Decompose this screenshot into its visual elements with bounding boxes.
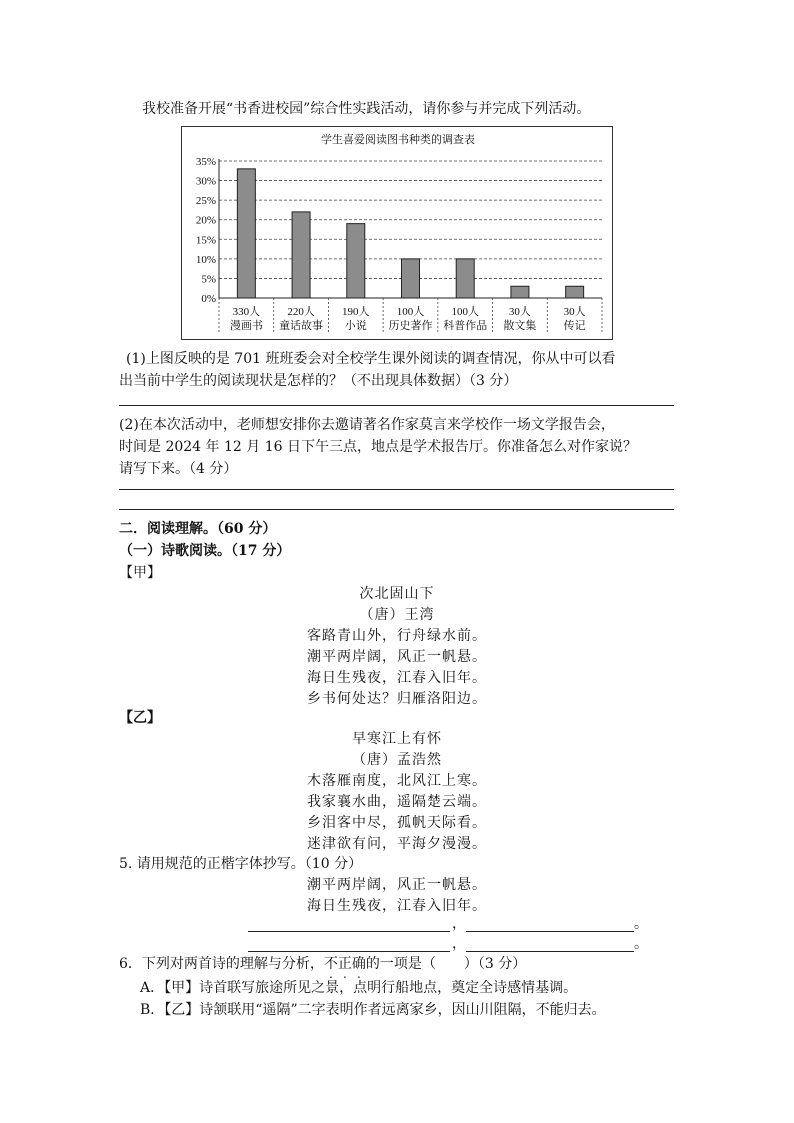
copy-blank[interactable] bbox=[466, 931, 634, 932]
category-label: 传记 bbox=[563, 320, 586, 332]
emphasis-char: 不 bbox=[323, 956, 338, 972]
category-label: 童话故事 bbox=[279, 320, 324, 332]
option-a[interactable]: A．【甲】诗首联写旅途所见之景，点明行船地点，奠定全诗感情基调。 bbox=[140, 980, 578, 996]
answer-line[interactable] bbox=[119, 509, 674, 510]
poem1-author: （唐）王湾 bbox=[359, 607, 435, 623]
answer-line[interactable] bbox=[119, 489, 674, 490]
q5-prompt: 5. 请用规范的正楷字体抄写。（10 分） bbox=[119, 856, 363, 872]
poem2-line: 木落雁南度，北风江上寒。 bbox=[307, 773, 487, 789]
option-b[interactable]: B．【乙】诗颔联用“遥隔”二字表明作者远离家乡，因山川阻隔，不能归去。 bbox=[140, 1002, 606, 1018]
q2-line2: 时间是 2024 年 12 月 16 日下午三点，地点是学术报告厅。你准备怎么对作家说？ bbox=[119, 439, 637, 455]
y-tick-label: 30% bbox=[195, 175, 216, 188]
poem2-title: 早寒江上有怀 bbox=[352, 731, 442, 747]
copy-blank[interactable] bbox=[248, 931, 450, 932]
q6-prompt bbox=[119, 953, 526, 973]
bar bbox=[456, 259, 474, 298]
copy-comma: ， bbox=[452, 916, 466, 932]
y-tick-label: 0% bbox=[201, 293, 216, 305]
subsection-heading: （一）诗歌阅读。（17 分） bbox=[119, 543, 291, 559]
section-heading: 二．阅读理解。（60 分） bbox=[119, 521, 277, 537]
count-label: 30人 bbox=[508, 306, 531, 318]
y-tick-label: 10% bbox=[195, 253, 216, 266]
count-label: 190人 bbox=[342, 306, 370, 318]
q6-prompt-start: 6．下列对两首诗的理解与分析， bbox=[119, 956, 324, 972]
y-tick-label: 25% bbox=[195, 195, 216, 208]
bar bbox=[347, 224, 365, 298]
count-label: 100人 bbox=[396, 306, 425, 318]
q5-copy-line: 潮平两岸阔，风正一帆悬。 bbox=[307, 877, 487, 893]
poem2-line: 迷津欲有问，平海夕漫漫。 bbox=[307, 836, 487, 852]
poem1-tag: 【甲】 bbox=[119, 565, 161, 581]
chart-svg bbox=[182, 127, 614, 341]
y-tick-label: 5% bbox=[201, 273, 216, 286]
poem1-line: 客路青山外，行舟绿水前。 bbox=[307, 628, 487, 644]
copy-period: 。 bbox=[634, 916, 648, 932]
poem1-line: 乡书何处达？归雁洛阳边。 bbox=[307, 691, 487, 707]
emphasis-char: 正 bbox=[337, 956, 352, 972]
bar bbox=[566, 286, 584, 298]
q2-line3: 请写下来。（4 分） bbox=[119, 461, 238, 477]
bar bbox=[237, 169, 255, 298]
copy-blank[interactable] bbox=[248, 951, 450, 952]
poem2-tag: 【乙】 bbox=[119, 710, 161, 726]
category-label: 漫画书 bbox=[229, 320, 263, 332]
poem2-author: （唐）孟浩然 bbox=[352, 752, 442, 768]
intro-text: 我校准备开展“书香进校园”综合性实践活动，请你参与并完成下列活动。 bbox=[142, 101, 591, 117]
copy-period: 。 bbox=[634, 936, 648, 952]
poem1-line: 潮平两岸阔，风正一帆悬。 bbox=[307, 649, 487, 665]
bar bbox=[402, 259, 420, 298]
count-label: 220人 bbox=[287, 306, 315, 318]
bar bbox=[511, 286, 529, 298]
poem2-line: 乡泪客中尽，孤帆天际看。 bbox=[307, 815, 487, 831]
count-label: 100人 bbox=[451, 306, 479, 318]
chart-title: 学生喜爱阅读图书种类的调查表 bbox=[321, 134, 475, 146]
y-tick-label: 35% bbox=[195, 156, 216, 168]
category-label: 散文集 bbox=[503, 320, 537, 332]
q6-prompt-end: 的一项是（ ）（3 分） bbox=[365, 956, 527, 972]
emphasis-char: 确 bbox=[351, 956, 366, 972]
count-label: 30人 bbox=[563, 306, 586, 318]
q1-line2: 出当前中学生的阅读现状是怎样的？（不出现具体数据）（3 分） bbox=[119, 373, 518, 389]
copy-comma: ， bbox=[452, 936, 466, 952]
answer-line[interactable] bbox=[119, 405, 674, 406]
q6-emphasis bbox=[324, 956, 366, 972]
bar bbox=[292, 212, 310, 298]
bar-chart bbox=[181, 126, 613, 340]
q2-line1: (2)在本次活动中，老师想安排你去邀请著名作家莫言来学校作一场文学报告会， bbox=[119, 417, 615, 433]
copy-blank[interactable] bbox=[466, 951, 634, 952]
count-label: 330人 bbox=[232, 306, 261, 318]
category-label: 科普作品 bbox=[443, 320, 488, 332]
y-tick-label: 20% bbox=[195, 214, 216, 227]
poem2-line: 我家襄水曲，遥隔楚云端。 bbox=[307, 794, 487, 810]
q5-copy-line: 海日生残夜，江春入旧年。 bbox=[307, 898, 487, 914]
poem1-title: 次北固山下 bbox=[359, 586, 435, 602]
y-tick-label: 15% bbox=[195, 234, 216, 247]
category-label: 小说 bbox=[344, 320, 367, 332]
q1-line1: (1)上图反映的是 701 班班委会对全校学生课外阅读的调查情况，你从中可以看 bbox=[126, 351, 616, 367]
poem1-line: 海日生残夜，江春入旧年。 bbox=[307, 670, 487, 686]
category-label: 历史著作 bbox=[388, 320, 433, 332]
